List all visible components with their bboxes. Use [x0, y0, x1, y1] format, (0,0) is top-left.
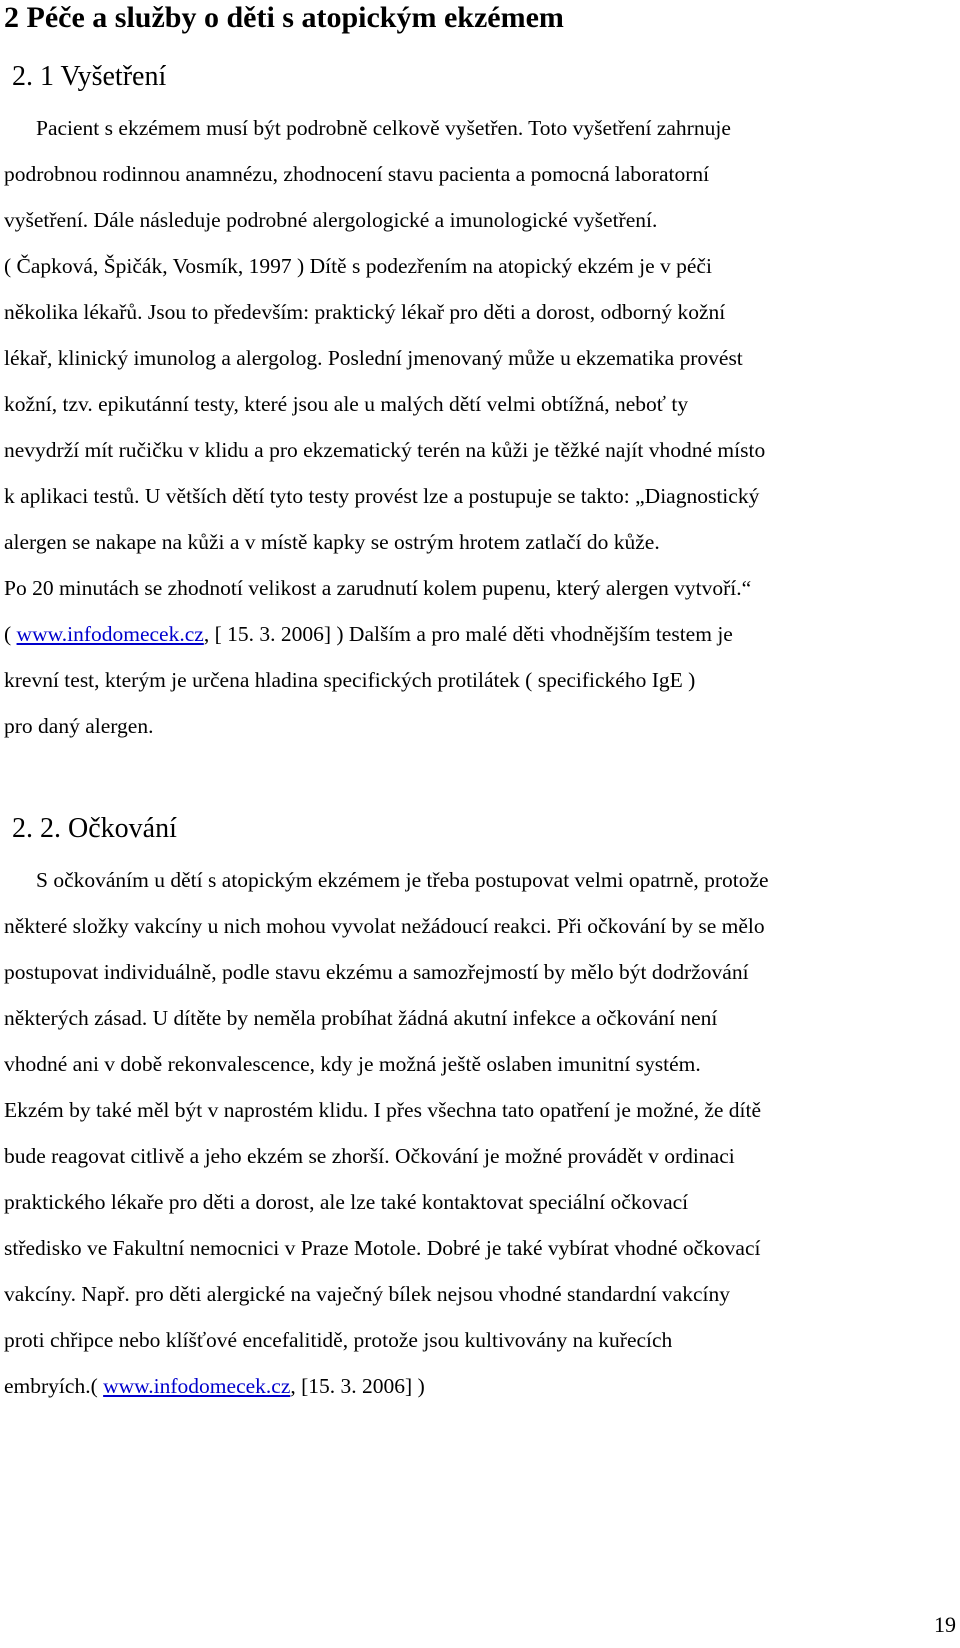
citation-suffix: , [15. 3. 2006] ) — [290, 1374, 425, 1398]
text-line: proti chřipce nebo klíšťové encefalitidě, protože jsou kultivovány na kuřecích — [4, 1328, 673, 1352]
infodomecek-link[interactable]: www.infodomecek.cz — [103, 1374, 291, 1398]
citation-prefix: ( — [4, 622, 17, 646]
citation-prefix: embryích.( — [4, 1374, 104, 1398]
text-line: S očkováním u dětí s atopickým ekzémem je třeba postupovat velmi opatrně, protože — [36, 868, 769, 892]
text-line: k aplikaci testů. U větších dětí tyto testy provést lze a postupuje se takto: „Diagnostický — [4, 484, 760, 508]
text-line: vakcíny. Např. pro děti alergické na vaječný bílek nejsou vhodné standardní vakcíny — [4, 1282, 730, 1306]
text-line: nevydrží mít ručičku v klidu a pro ekzematický terén na kůži je těžké najít vhodné místo — [4, 438, 766, 462]
infodomecek-link[interactable]: www.infodomecek.cz — [16, 622, 204, 646]
text-line: pro daný alergen. — [4, 714, 154, 738]
text-line: lékař, klinický imunolog a alergolog. Poslední jmenovaný může u ekzematika provést — [4, 346, 743, 370]
citation-line — [4, 611, 960, 657]
citation-line — [4, 1363, 960, 1409]
text-line: postupovat individuálně, podle stavu ekzému a samozřejmostí by mělo být dodržování — [4, 960, 749, 984]
text-line: vhodné ani v době rekonvalescence, kdy je možná ještě oslaben imunitní systém. — [4, 1052, 701, 1076]
text-line: praktického lékaře pro děti a dorost, ale lze také kontaktovat speciální očkovací — [4, 1190, 689, 1214]
text-line: kožní, tzv. epikutánní testy, které jsou ale u malých dětí velmi obtížná, neboť ty — [4, 392, 689, 416]
text-line: krevní test, kterým je určena hladina specifických protilátek ( specifického IgE ) — [4, 668, 696, 692]
section-title-ockovani: 2. 2. Očkování — [12, 813, 177, 844]
text-line: několika lékařů. Jsou to především: praktický lékař pro děti a dorost, odborný kožní — [4, 300, 726, 324]
text-line: bude reagovat citlivě a jeho ekzém se zhorší. Očkování je možné provádět v ordinaci — [4, 1144, 735, 1168]
text-line: Pacient s ekzémem musí být podrobně celkově vyšetřen. Toto vyšetření zahrnuje — [36, 116, 731, 140]
text-line: podrobnou rodinnou anamnézu, zhodnocení stavu pacienta a pomocná laboratorní — [4, 162, 710, 186]
text-line: Po 20 minutách se zhodnotí velikost a zarudnutí kolem pupenu, který alergen vytvoří.“ — [4, 576, 752, 600]
text-line: ( Čapková, Špičák, Vosmík, 1997 ) Dítě s podezřením na atopický ekzém je v péči — [4, 254, 712, 278]
paragraph-ockovani — [4, 857, 960, 1409]
text-line: některých zásad. U dítěte by neměla probíhat žádná akutní infekce a očkování není — [4, 1006, 718, 1030]
text-line: vyšetření. Dále následuje podrobné alergologické a imunologické vyšetření. — [4, 208, 658, 232]
text-line: alergen se nakape na kůži a v místě kapky se ostrým hrotem zatlačí do kůže. — [4, 530, 660, 554]
paragraph-vysetreni — [4, 105, 960, 749]
text-line: Ekzém by také měl být v naprostém klidu. I přes všechna tato opatření je možné, že dítě — [4, 1098, 762, 1122]
text-line: některé složky vakcíny u nich mohou vyvolat nežádoucí reakci. Při očkování by se mělo — [4, 914, 765, 938]
citation-suffix: , [ 15. 3. 2006] ) Dalším a pro malé děti vhodnějším testem je — [203, 622, 733, 646]
chapter-title: 2 Péče a služby o děti s atopickým ekzémem — [4, 1, 564, 34]
text-line: středisko ve Fakultní nemocnici v Praze Motole. Dobré je také vybírat vhodné očkovací — [4, 1236, 761, 1260]
page-number: 19 — [934, 1612, 956, 1637]
section-title-vysetreni: 2. 1 Vyšetření — [12, 61, 167, 92]
